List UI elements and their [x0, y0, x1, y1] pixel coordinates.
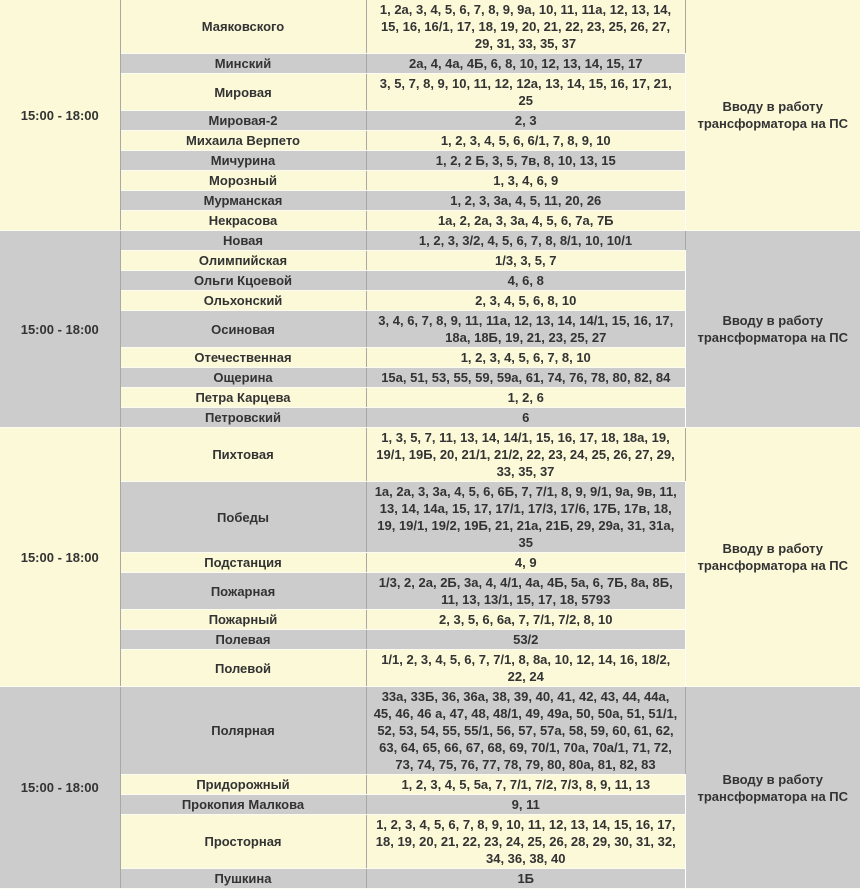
house-numbers-cell: 4, 9 — [366, 553, 685, 573]
house-numbers-cell: 15а, 51, 53, 55, 59, 59а, 61, 74, 76, 78, 80, 82, 84 — [366, 368, 685, 388]
street-name-cell: Мичурина — [120, 151, 366, 171]
house-numbers-cell: 1/3, 2, 2а, 2Б, 3а, 4, 4/1, 4а, 4Б, 5а, 6, 7Б, 8а, 8Б, 11, 13, 13/1, 15, 17, 18, 5793 — [366, 573, 685, 610]
house-numbers-cell: 2а, 4, 4а, 4Б, 6, 8, 10, 12, 13, 14, 15, 17 — [366, 54, 685, 74]
house-numbers-cell: 1, 3, 4, 6, 9 — [366, 171, 685, 191]
street-name-cell: Ольги Кцоевой — [120, 271, 366, 291]
street-name-cell: Минский — [120, 54, 366, 74]
street-name-cell: Мировая — [120, 74, 366, 111]
street-name-cell: Некрасова — [120, 211, 366, 231]
street-name-cell: Олимпийская — [120, 251, 366, 271]
street-name-cell: Осиновая — [120, 311, 366, 348]
street-name-cell: Маяковского — [120, 0, 366, 54]
house-numbers-cell: 3, 5, 7, 8, 9, 10, 11, 12, 12а, 13, 14, 15, 16, 17, 21, 25 — [366, 74, 685, 111]
house-numbers-cell: 6 — [366, 408, 685, 428]
house-numbers-cell: 1а, 2, 2а, 3, 3а, 4, 5, 6, 7а, 7Б — [366, 211, 685, 231]
street-name-cell: Победы — [120, 482, 366, 553]
house-numbers-cell: 53/2 — [366, 630, 685, 650]
house-numbers-cell: 9, 11 — [366, 795, 685, 815]
street-name-cell: Полярная — [120, 687, 366, 775]
street-name-cell: Мурманская — [120, 191, 366, 211]
house-numbers-cell: 1, 2, 3, 4, 5, 6, 7, 8, 10 — [366, 348, 685, 368]
house-numbers-cell: 3, 4, 6, 7, 8, 9, 11, 11а, 12, 13, 14, 14/1, 15, 16, 17, 18а, 18Б, 19, 21, 23, 25, 27 — [366, 311, 685, 348]
street-name-cell: Полевой — [120, 650, 366, 687]
house-numbers-cell: 1, 3, 5, 7, 11, 13, 14, 14/1, 15, 16, 17, 18, 18а, 19, 19/1, 19Б, 20, 21/1, 21/2, 22, 23, 24, 25, 26, 27, 29, 33, 35, 37 — [366, 428, 685, 482]
street-name-cell: Просторная — [120, 815, 366, 869]
house-numbers-cell: 1, 2, 6 — [366, 388, 685, 408]
street-name-cell: Прокопия Малкова — [120, 795, 366, 815]
street-name-cell: Петровский — [120, 408, 366, 428]
table-row — [0, 687, 860, 775]
street-name-cell: Придорожный — [120, 775, 366, 795]
house-numbers-cell: 1а, 2а, 3, 3а, 4, 5, 6, 6Б, 7, 7/1, 8, 9, 9/1, 9а, 9в, 11, 13, 14, 14а, 15, 17, 17/1, 17/3, 17/6, 17Б, 17в, 18, 19, 19/1, 19/2, 19Б, 21, 21а, 21Б, 29, 29а, 31, 31а, 35 — [366, 482, 685, 553]
street-name-cell: Ощерина — [120, 368, 366, 388]
house-numbers-cell: 2, 3 — [366, 111, 685, 131]
outage-reason-cell: Вводу в работу трансформатора на ПС — [685, 687, 860, 889]
table-row — [0, 428, 860, 482]
house-numbers-cell: 1, 2а, 3, 4, 5, 6, 7, 8, 9, 9а, 10, 11, 11а, 12, 13, 14, 15, 16, 16/1, 17, 18, 19, 20, 21, 22, 23, 25, 26, 27, 29, 31, 33, 35, 37 — [366, 0, 685, 54]
street-name-cell: Морозный — [120, 171, 366, 191]
street-name-cell: Пожарный — [120, 610, 366, 630]
time-range-cell: 15:00 - 18:00 — [0, 687, 120, 889]
time-range-cell: 15:00 - 18:00 — [0, 0, 120, 231]
outage-reason-cell: Вводу в работу трансформатора на ПС — [685, 231, 860, 428]
street-name-cell: Мировая-2 — [120, 111, 366, 131]
house-numbers-cell: 1, 2, 3, 4, 5, 5а, 7, 7/1, 7/2, 7/3, 8, 9, 11, 13 — [366, 775, 685, 795]
house-numbers-cell: 1/1, 2, 3, 4, 5, 6, 7, 7/1, 8, 8а, 10, 12, 14, 16, 18/2, 22, 24 — [366, 650, 685, 687]
house-numbers-cell: 1/3, 3, 5, 7 — [366, 251, 685, 271]
table-row — [0, 0, 860, 54]
house-numbers-cell: 2, 3, 5, 6, 6а, 7, 7/1, 7/2, 8, 10 — [366, 610, 685, 630]
street-name-cell: Пожарная — [120, 573, 366, 610]
street-name-cell: Михаила Верпето — [120, 131, 366, 151]
street-name-cell: Пихтовая — [120, 428, 366, 482]
house-numbers-cell: 1, 2, 3, 3а, 4, 5, 11, 20, 26 — [366, 191, 685, 211]
house-numbers-cell: 1, 2, 2 Б, 3, 5, 7в, 8, 10, 13, 15 — [366, 151, 685, 171]
time-range-cell: 15:00 - 18:00 — [0, 428, 120, 687]
street-name-cell: Пушкина — [120, 869, 366, 889]
house-numbers-cell: 1, 2, 3, 4, 5, 6, 6/1, 7, 8, 9, 10 — [366, 131, 685, 151]
house-numbers-cell: 2, 3, 4, 5, 6, 8, 10 — [366, 291, 685, 311]
house-numbers-cell: 1, 2, 3, 4, 5, 6, 7, 8, 9, 10, 11, 12, 13, 14, 15, 16, 17, 18, 19, 20, 21, 22, 23, 24, 25, 26, 28, 29, 30, 31, 32, 34, 36, 38, 40 — [366, 815, 685, 869]
house-numbers-cell: 4, 6, 8 — [366, 271, 685, 291]
street-name-cell: Отечественная — [120, 348, 366, 368]
street-name-cell: Полевая — [120, 630, 366, 650]
house-numbers-cell: 1, 2, 3, 3/2, 4, 5, 6, 7, 8, 8/1, 10, 10/1 — [366, 231, 685, 251]
table-row — [0, 231, 860, 251]
outage-reason-cell: Вводу в работу трансформатора на ПС — [685, 428, 860, 687]
street-name-cell: Подстанция — [120, 553, 366, 573]
house-numbers-cell: 1Б — [366, 869, 685, 889]
street-name-cell: Петра Карцева — [120, 388, 366, 408]
time-range-cell: 15:00 - 18:00 — [0, 231, 120, 428]
street-name-cell: Ольхонский — [120, 291, 366, 311]
house-numbers-cell: 33а, 33Б, 36, 36а, 38, 39, 40, 41, 42, 43, 44, 44а, 45, 46, 46 а, 47, 48, 48/1, 49, 49а, 50, 50а, 51, 51/1, 52, 53, 54, 55, 55/1, 56, 57, 57а, 58, 59, 60, 61, 62, 63, 64, 65, 66, 67, 68, 69, 70/1, 70а, 70а/1, 71, 72, 73, 74, 75, 76, 77, 78, 79, 80, 80а, 81, 82, 83 — [366, 687, 685, 775]
outage-reason-cell: Вводу в работу трансформатора на ПС — [685, 0, 860, 231]
street-name-cell: Новая — [120, 231, 366, 251]
